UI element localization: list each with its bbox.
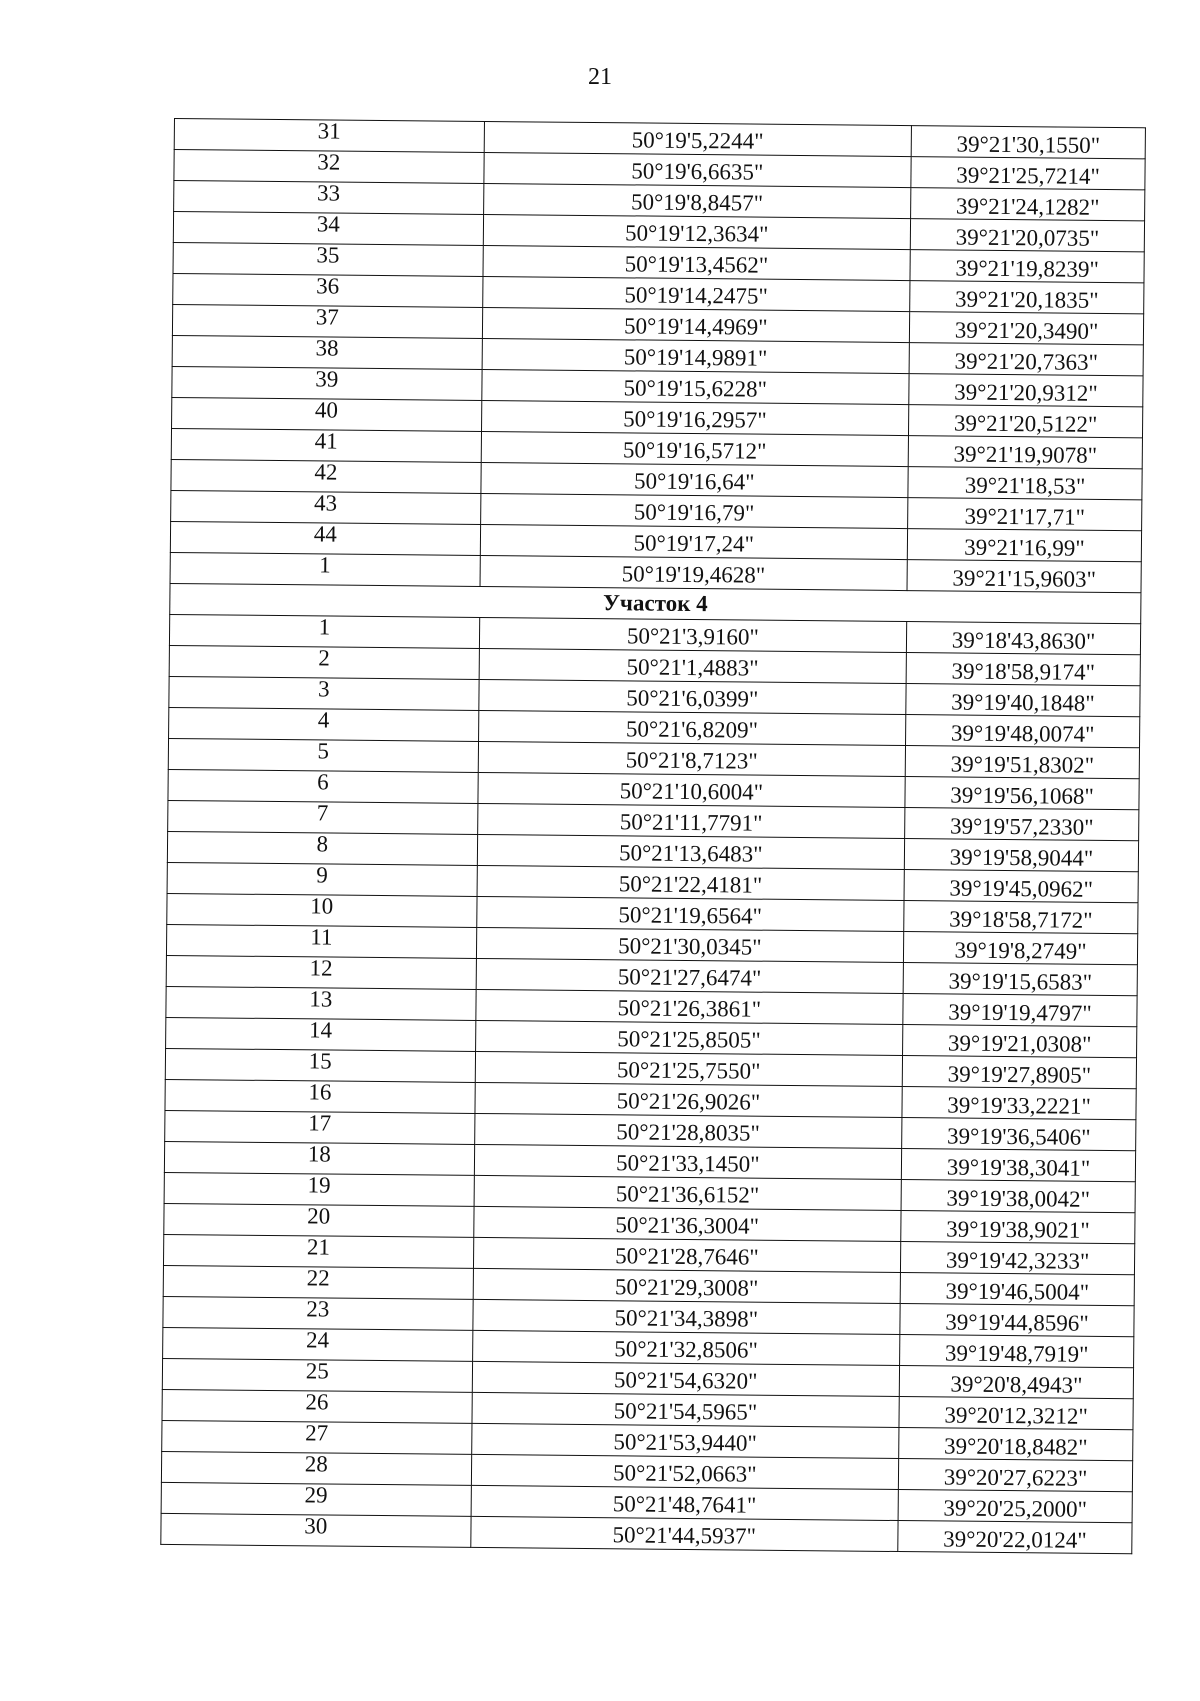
point-number-cell: 40 xyxy=(172,397,482,431)
point-number-cell: 16 xyxy=(165,1079,475,1113)
latitude-cell: 50°21'33,1450" xyxy=(474,1144,902,1179)
longitude-cell: 39°19'8,2749" xyxy=(904,932,1138,965)
latitude-cell: 50°19'17,24" xyxy=(480,524,908,559)
longitude-cell: 39°20'8,4943" xyxy=(899,1366,1133,1399)
point-number-cell: 22 xyxy=(163,1265,473,1299)
latitude-cell: 50°21'54,6320" xyxy=(472,1361,900,1396)
longitude-cell: 39°21'20,3490" xyxy=(910,312,1144,345)
point-number-cell: 15 xyxy=(165,1048,475,1082)
longitude-cell: 39°20'18,8482" xyxy=(899,1428,1133,1461)
latitude-cell: 50°21'28,7646" xyxy=(473,1237,901,1272)
longitude-cell: 39°19'48,0074" xyxy=(906,715,1140,748)
latitude-cell: 50°21'13,6483" xyxy=(477,834,905,869)
longitude-cell: 39°19'44,8596" xyxy=(900,1304,1134,1337)
latitude-cell: 50°21'1,4883" xyxy=(479,648,907,683)
longitude-cell: 39°19'36,5406" xyxy=(902,1118,1136,1151)
longitude-cell: 39°19'38,3041" xyxy=(901,1149,1135,1182)
point-number-cell: 9 xyxy=(167,862,477,896)
latitude-cell: 50°19'16,64" xyxy=(480,462,908,497)
latitude-cell: 50°21'44,5937" xyxy=(470,1516,898,1551)
longitude-cell: 39°21'25,7214" xyxy=(911,157,1145,190)
section-title: Участок 4 xyxy=(170,583,1141,623)
point-number-cell: 23 xyxy=(163,1296,473,1330)
longitude-cell: 39°21'15,9603" xyxy=(907,560,1141,593)
point-number-cell: 20 xyxy=(164,1203,474,1237)
latitude-cell: 50°19'8,8457" xyxy=(483,183,911,218)
longitude-cell: 39°21'20,7363" xyxy=(909,343,1143,376)
longitude-cell: 39°20'27,6223" xyxy=(898,1459,1132,1492)
latitude-cell: 50°21'3,9160" xyxy=(479,617,907,652)
point-number-cell: 5 xyxy=(168,738,478,772)
point-number-cell: 38 xyxy=(172,335,482,369)
latitude-cell: 50°19'14,4969" xyxy=(482,307,910,342)
point-number-cell: 11 xyxy=(166,924,476,958)
latitude-cell: 50°21'22,4181" xyxy=(477,865,905,900)
latitude-cell: 50°19'14,9891" xyxy=(482,338,910,373)
point-number-cell: 10 xyxy=(167,893,477,927)
latitude-cell: 50°19'16,2957" xyxy=(481,400,909,435)
longitude-cell: 39°19'38,9021" xyxy=(901,1211,1135,1244)
table-body-group-a xyxy=(170,119,1145,593)
latitude-cell: 50°21'8,7123" xyxy=(478,741,906,776)
longitude-cell: 39°19'46,5004" xyxy=(900,1273,1134,1306)
point-number-cell: 6 xyxy=(168,769,478,803)
coordinates-table xyxy=(160,118,1146,1554)
point-number-cell: 4 xyxy=(169,707,479,741)
longitude-cell: 39°21'17,71" xyxy=(908,498,1142,531)
latitude-cell: 50°19'15,6228" xyxy=(481,369,909,404)
page-number: 21 xyxy=(588,64,612,90)
longitude-cell: 39°19'38,0042" xyxy=(901,1180,1135,1213)
longitude-cell: 39°19'33,2221" xyxy=(902,1087,1136,1120)
point-number-cell: 14 xyxy=(166,1017,476,1051)
longitude-cell: 39°19'56,1068" xyxy=(905,777,1139,810)
latitude-cell: 50°21'19,6564" xyxy=(476,896,904,931)
latitude-cell: 50°21'32,8506" xyxy=(472,1330,900,1365)
point-number-cell: 36 xyxy=(173,273,483,307)
longitude-cell: 39°21'20,1835" xyxy=(910,281,1144,314)
point-number-cell: 2 xyxy=(169,645,479,679)
latitude-cell: 50°21'48,7641" xyxy=(471,1485,899,1520)
point-number-cell: 12 xyxy=(166,955,476,989)
latitude-cell: 50°21'10,6004" xyxy=(477,772,905,807)
latitude-cell: 50°21'25,7550" xyxy=(475,1051,903,1086)
latitude-cell: 50°21'53,9440" xyxy=(471,1423,899,1458)
latitude-cell: 50°21'36,6152" xyxy=(474,1175,902,1210)
longitude-cell: 39°18'58,9174" xyxy=(906,653,1140,686)
table-body-group-b xyxy=(161,614,1141,1553)
point-number-cell: 3 xyxy=(169,676,479,710)
longitude-cell: 39°21'20,5122" xyxy=(909,405,1143,438)
longitude-cell: 39°19'21,0308" xyxy=(903,1025,1137,1058)
longitude-cell: 39°19'48,7919" xyxy=(900,1335,1134,1368)
latitude-cell: 50°19'14,2475" xyxy=(482,276,910,311)
point-number-cell: 27 xyxy=(162,1420,472,1454)
longitude-cell: 39°18'58,7172" xyxy=(904,901,1138,934)
latitude-cell: 50°21'26,3861" xyxy=(475,989,903,1024)
point-number-cell: 8 xyxy=(167,831,477,865)
longitude-cell: 39°21'20,0735" xyxy=(910,219,1144,252)
latitude-cell: 50°19'6,6635" xyxy=(483,152,911,187)
latitude-cell: 50°21'6,8209" xyxy=(478,710,906,745)
longitude-cell: 39°19'51,8302" xyxy=(905,746,1139,779)
point-number-cell: 41 xyxy=(171,428,481,462)
point-number-cell: 30 xyxy=(161,1513,471,1547)
point-number-cell: 35 xyxy=(173,242,483,276)
latitude-cell: 50°19'13,4562" xyxy=(483,245,911,280)
longitude-cell: 39°21'30,1550" xyxy=(911,126,1145,159)
longitude-cell: 39°21'18,53" xyxy=(908,467,1142,500)
longitude-cell: 39°19'57,2330" xyxy=(905,808,1139,841)
longitude-cell: 39°19'15,6583" xyxy=(903,963,1137,996)
longitude-cell: 39°21'19,9078" xyxy=(908,436,1142,469)
point-number-cell: 28 xyxy=(161,1451,471,1485)
latitude-cell: 50°21'54,5965" xyxy=(472,1392,900,1427)
longitude-cell: 39°20'22,0124" xyxy=(898,1521,1132,1554)
point-number-cell: 19 xyxy=(164,1172,474,1206)
latitude-cell: 50°19'19,4628" xyxy=(480,555,908,590)
latitude-cell: 50°19'16,5712" xyxy=(481,431,909,466)
point-number-cell: 25 xyxy=(162,1358,472,1392)
latitude-cell: 50°21'30,0345" xyxy=(476,927,904,962)
longitude-cell: 39°19'19,4797" xyxy=(903,994,1137,1027)
point-number-cell: 1 xyxy=(170,552,480,586)
point-number-cell: 29 xyxy=(161,1482,471,1516)
longitude-cell: 39°21'24,1282" xyxy=(911,188,1145,221)
point-number-cell: 39 xyxy=(172,366,482,400)
longitude-cell: 39°19'27,8905" xyxy=(902,1056,1136,1089)
latitude-cell: 50°21'11,7791" xyxy=(477,803,905,838)
point-number-cell: 34 xyxy=(173,212,483,246)
point-number-cell: 42 xyxy=(171,459,481,493)
latitude-cell: 50°21'25,8505" xyxy=(475,1020,903,1055)
point-number-cell: 31 xyxy=(174,119,484,153)
point-number-cell: 26 xyxy=(162,1389,472,1423)
longitude-cell: 39°21'16,99" xyxy=(907,529,1141,562)
longitude-cell: 39°21'19,8239" xyxy=(910,250,1144,283)
longitude-cell: 39°19'45,0962" xyxy=(904,870,1138,903)
longitude-cell: 39°20'25,2000" xyxy=(898,1490,1132,1523)
point-number-cell: 18 xyxy=(164,1141,474,1175)
point-number-cell: 32 xyxy=(174,150,484,184)
latitude-cell: 50°19'12,3634" xyxy=(483,214,911,249)
longitude-cell: 39°21'20,9312" xyxy=(909,374,1143,407)
latitude-cell: 50°21'36,3004" xyxy=(473,1206,901,1241)
longitude-cell: 39°19'42,3233" xyxy=(901,1242,1135,1275)
longitude-cell: 39°19'40,1848" xyxy=(906,684,1140,717)
latitude-cell: 50°21'52,0663" xyxy=(471,1454,899,1489)
latitude-cell: 50°21'29,3008" xyxy=(473,1268,901,1303)
latitude-cell: 50°21'26,9026" xyxy=(475,1082,903,1117)
latitude-cell: 50°19'5,2244" xyxy=(484,121,912,156)
latitude-cell: 50°21'6,0399" xyxy=(478,679,906,714)
longitude-cell: 39°19'58,9044" xyxy=(904,839,1138,872)
point-number-cell: 24 xyxy=(163,1327,473,1361)
point-number-cell: 37 xyxy=(172,304,482,338)
point-number-cell: 43 xyxy=(171,490,481,524)
point-number-cell: 7 xyxy=(168,800,478,834)
longitude-cell: 39°18'43,8630" xyxy=(907,622,1141,655)
point-number-cell: 1 xyxy=(169,614,479,648)
latitude-cell: 50°21'28,8035" xyxy=(474,1113,902,1148)
longitude-cell: 39°20'12,3212" xyxy=(899,1397,1133,1430)
point-number-cell: 33 xyxy=(174,181,484,215)
point-number-cell: 13 xyxy=(166,986,476,1020)
point-number-cell: 44 xyxy=(170,521,480,555)
point-number-cell: 17 xyxy=(165,1110,475,1144)
latitude-cell: 50°21'34,3898" xyxy=(472,1299,900,1334)
point-number-cell: 21 xyxy=(163,1234,473,1268)
latitude-cell: 50°21'27,6474" xyxy=(476,958,904,993)
latitude-cell: 50°19'16,79" xyxy=(480,493,908,528)
